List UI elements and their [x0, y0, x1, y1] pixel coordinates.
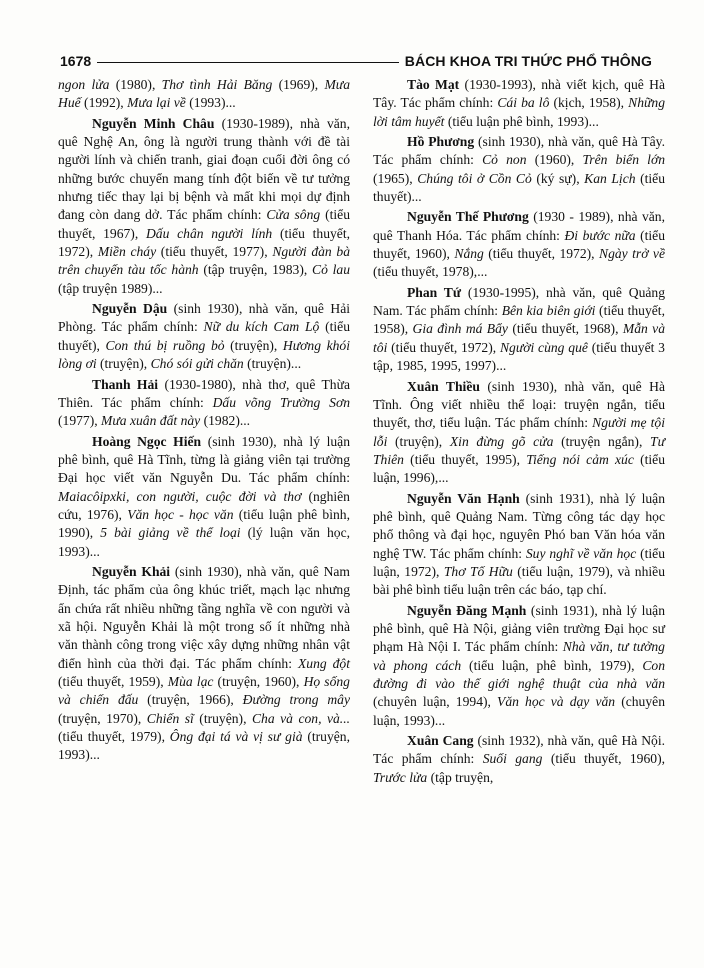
entry [58, 433, 350, 561]
work-title: Suy nghĩ về văn học [525, 545, 637, 561]
entry-name: Hoàng Ngọc Hiến [92, 433, 202, 449]
entry-text: (truyện), [387, 433, 450, 449]
entry-name: Nguyễn Khải [92, 563, 171, 579]
entry-text: (kịch, 1958), [549, 95, 629, 111]
work-title: Gia đình má Bẩy [412, 321, 508, 337]
running-title: BÁCH KHOA TRI THỨC PHỔ THÔNG [404, 53, 652, 69]
entry [58, 376, 350, 431]
work-title: Xung đột [297, 655, 350, 671]
work-title: Người cùng quê [499, 339, 588, 355]
work-title: Hương khói lòng ơi [58, 337, 350, 372]
entry-text: (1993)... [185, 95, 236, 111]
work-title: Suối gang [482, 751, 543, 767]
entry [373, 133, 665, 206]
entry-name: Nguyễn Thế Phương [407, 209, 529, 225]
entry-text: (1930 - 1989), nhà văn, quê Thanh Hóa. Tác phẩm chính: [373, 209, 666, 243]
work-title: Kan Lịch [584, 170, 636, 186]
entry [373, 732, 665, 787]
entry-text: (tiểu thuyết, 1960), [542, 751, 665, 767]
entry-text: (tiểu luận, phê bình, 1979), [461, 657, 643, 673]
entry-text: (truyện), [96, 356, 151, 372]
work-title: Văn học - học văn [127, 506, 234, 522]
entry-text: (nghiên cứu, 1976), [58, 488, 350, 522]
entry-text: (1930-1995), nhà văn, quê Quảng Nam. Tác phẩm chính: [373, 284, 665, 319]
entry-text: (tiểu thuyết, 1972), [483, 246, 600, 262]
entry-text: (sinh 1930), nhà văn, quê Hải Phòng. Tác phẩm chính: [58, 301, 351, 335]
entry [58, 300, 350, 373]
right-column [373, 76, 665, 789]
work-title: Mẫn và tôi [373, 321, 666, 355]
entry-text: (sinh 1930), nhà văn, quê Nam Định, tác phẩm của ông khúc triết, mạch lạc nhưng ẩn chứa rất nhiều những tầng nghĩa về con người và xã hội. Nguyễn Khải là một trong số ít những nhà văn thành công trong việc xây dựng những nhân vật điển hình của thời đại. Tác phẩm chính: [58, 563, 350, 671]
entry-text: (1977), [58, 413, 102, 429]
entry-text: (truyện, 1960), [213, 674, 304, 689]
entry [373, 490, 665, 600]
entry-text: (sinh 1932), nhà văn, quê Hà Nội. Tác phẩm chính: [373, 733, 665, 767]
entry-text: (truyện)... [243, 356, 302, 372]
work-title: Nắng [454, 246, 484, 262]
work-title: Miền cháy [97, 244, 157, 260]
entry-text: (tiểu luận phê bình, 1990), [58, 506, 350, 541]
work-title: Họ sống và chiến đấu [58, 674, 350, 708]
entry-name: Xuân Cang [407, 733, 474, 749]
work-title: Cửa sông [266, 207, 321, 223]
entry-text: (sinh 1931), nhà lý luận phê bình, quê Hà Nội, giảng viên trường Đại học sư phạm Hà Nội I. Tác phẩm chính: [373, 602, 665, 655]
work-title: Tiếng nói cảm xúc [526, 451, 634, 467]
entry-text: (1930-1989), nhà văn, quê Nghệ An, ông là người trung thành với đề tài người lính và chiến tranh, giai đoạn cuối đời ông có những bước chuyển mang tính đột biến về tư tưởng nhưng tiếc thay lại bị bệnh và mất khi mọi dự định đang còn dang dở. Tác phẩm chính: [58, 115, 351, 223]
entry-name: Phan Tứ [407, 284, 462, 300]
entry-text: (tập truyện, [427, 769, 494, 785]
entry-name: Nguyễn Dậu [92, 301, 168, 317]
entry-text: (tiểu thuyết, 1958), [373, 303, 665, 337]
entry-text: (tiểu thuyết), [58, 319, 351, 353]
entry [373, 208, 665, 281]
entry-name: Nguyễn Đăng Mạnh [407, 602, 527, 618]
entry-text: (tiểu thuyết, 1972), [387, 339, 500, 355]
work-title: Xin đừng gõ cửa [449, 433, 554, 449]
entry-text: (1965), [373, 170, 418, 186]
work-title: Con thú bị ruồng bỏ [105, 337, 225, 353]
work-title: Nữ du kích Cam Lộ [203, 319, 320, 335]
entry-name: Nguyễn Văn Hạnh [407, 490, 520, 506]
work-title: 5 bài giảng về thể loại [100, 525, 241, 541]
page-header [60, 46, 652, 68]
work-title: Tư Thiên [373, 433, 665, 467]
entry [373, 602, 665, 730]
entry-text: (truyện, 1993)... [58, 729, 350, 763]
left-column [58, 76, 350, 767]
entry-text: (tiểu luận phê bình, 1993)... [444, 113, 599, 129]
entry-text: (1969), [272, 77, 325, 92]
entry-name: Hồ Phương [407, 134, 475, 150]
work-title: Đường trong mây [242, 692, 350, 708]
entry [373, 76, 665, 131]
work-title: Mưa Huế [58, 77, 351, 111]
entry-text: (tiểu thuyết, 1979), [58, 729, 170, 745]
work-title: Mưa lại về [127, 95, 186, 111]
entry-name: Xuân Thiều [407, 378, 480, 394]
work-title: Chiến sĩ [146, 710, 194, 726]
work-title: Cỏ non [482, 152, 527, 168]
entry-text: (sinh 1930), nhà văn, quê Hà Tĩnh. Ông viết nhiều thể loại: truyện ngắn, tiểu thuyết, thơ, tiểu luận. Tác phẩm chính: [373, 378, 666, 431]
work-title: Người mẹ tội lỗi [373, 415, 665, 449]
entry-text: (tiểu thuyết, 1995), [403, 451, 527, 467]
work-title: Mưa xuân đất này [101, 413, 201, 429]
work-title: Con đường đi vào thế giới nghệ thuật của nhà văn [373, 657, 665, 691]
work-title: Trên biển lớn [582, 152, 666, 168]
entry-text: (tập truyện 1989)... [58, 280, 163, 296]
entry-text: (tiểu thuyết, 1977), [156, 244, 273, 260]
entry-text: (truyện, 1970), [58, 710, 147, 726]
entry-name: Thanh Hải [92, 376, 159, 392]
work-title: Dấu võng Trường Sơn [212, 394, 350, 410]
entry-text: (tiểu luận, 1972), [373, 545, 666, 579]
entry-text: (1992), [80, 95, 128, 111]
work-title: ngon lửa [58, 77, 110, 92]
work-title: Chúng tôi ở Cồn Cỏ [417, 170, 532, 186]
entry [58, 563, 350, 765]
entry-name: Nguyễn Minh Châu [92, 115, 215, 131]
entry [373, 378, 665, 488]
entry-text: (sinh 1930), nhà văn, quê Hà Tây. Tác phẩm chính: [373, 134, 665, 168]
entry-text: (tiểu luận, 1996),... [373, 451, 666, 486]
entry-text: (tiểu thuyết, 1959), [58, 674, 168, 689]
work-title: Dấu chân người lính [145, 225, 273, 241]
work-title: Maiacôipxki, con người, cuộc đời và thơ [58, 488, 302, 504]
work-title: Cái ba lô [497, 95, 550, 111]
entry-text: (tiểu thuyết, 1972), [58, 225, 351, 260]
work-title: Những lời tâm huyết [373, 95, 665, 129]
entry-text: (sinh 1930), nhà lý luận phê bình, quê Hà Tĩnh, từng là giảng viên tại trường Đại học viết văn Nguyễn Du. Tác phẩm chính: [58, 433, 350, 486]
header-rule [97, 62, 399, 63]
entry-text: (lý luận văn học, 1993)... [58, 525, 351, 559]
entry-text: (ký sự), [531, 170, 585, 186]
entry-text: (1982)... [200, 413, 251, 429]
entry-text: (1930-1980), nhà thơ, quê Thừa Thiên. Tác phẩm chính: [58, 376, 350, 410]
work-title: Cỏ lau [312, 262, 350, 278]
work-title: Người đàn bà trên chuyến tàu tốc hành [58, 244, 351, 278]
entry-text: (chuyên luận, 1994), [373, 694, 498, 710]
entry-text: (chuyên luận, 1993)... [373, 694, 665, 728]
work-title: Văn học và dạy văn [497, 694, 616, 710]
entry-continuation [58, 76, 350, 113]
work-title: Thơ tình Hải Băng [161, 77, 273, 92]
work-title: Nhà văn, tư tưởng và phong cách [373, 639, 665, 673]
work-title: Trước lửa [373, 769, 428, 785]
work-title: Chó sói gửi chăn [150, 356, 244, 372]
entry-text: (1930-1993), nhà viết kịch, quê Hà Tây. Tác phẩm chính: [373, 77, 665, 111]
entry-name: Tào Mạt [407, 77, 460, 92]
entry [373, 284, 665, 376]
work-title: Đi bước nữa [564, 227, 636, 243]
entry-text: (truyện ngắn), [553, 433, 651, 449]
entry [58, 115, 350, 298]
work-title: Thơ Tố Hữu [443, 563, 513, 579]
entry-text: (tiểu thuyết 3 tập, 1985, 1995, 1997)... [373, 339, 665, 374]
work-title: Mùa lạc [167, 674, 214, 689]
entry-text: (1980), [109, 77, 162, 92]
work-title: Cha và con, và... [251, 710, 350, 726]
entry-text: (tiểu thuyết, 1968), [507, 321, 623, 337]
entry-text: (sinh 1931), nhà lý luận phê bình, quê Quảng Nam. Từng công tác dạy học phổ thông và đại học, nguyên Phó ban Văn hóa văn nghệ TW. Tác phẩm chính: [373, 490, 665, 561]
entry-text: (tiểu thuyết, 1978),... [373, 264, 488, 280]
work-title: Ngày trở về [599, 246, 665, 262]
entry-text: (truyện), [193, 710, 252, 726]
entry-text: (tiểu luận, 1979), và nhiều bài phê bình tiểu luận trên các báo, tạp chí. [373, 563, 665, 598]
entry-text: (truyện, 1966), [138, 692, 243, 708]
entry-text: (tiểu thuyết)... [373, 170, 666, 205]
entry-text: (tập truyện, 1983), [198, 262, 312, 278]
entry-text: (truyện), [224, 337, 283, 353]
entry-text: (tiểu thuyết, 1960), [373, 227, 665, 262]
page-number: 1678 [60, 53, 92, 69]
entry-text: (tiểu thuyết, 1967), [58, 207, 350, 241]
work-title: Bên kia biên giới [501, 303, 596, 319]
work-title: Ông đại tá và vị sư già [169, 729, 303, 745]
entry-text: (1960), [526, 152, 583, 168]
